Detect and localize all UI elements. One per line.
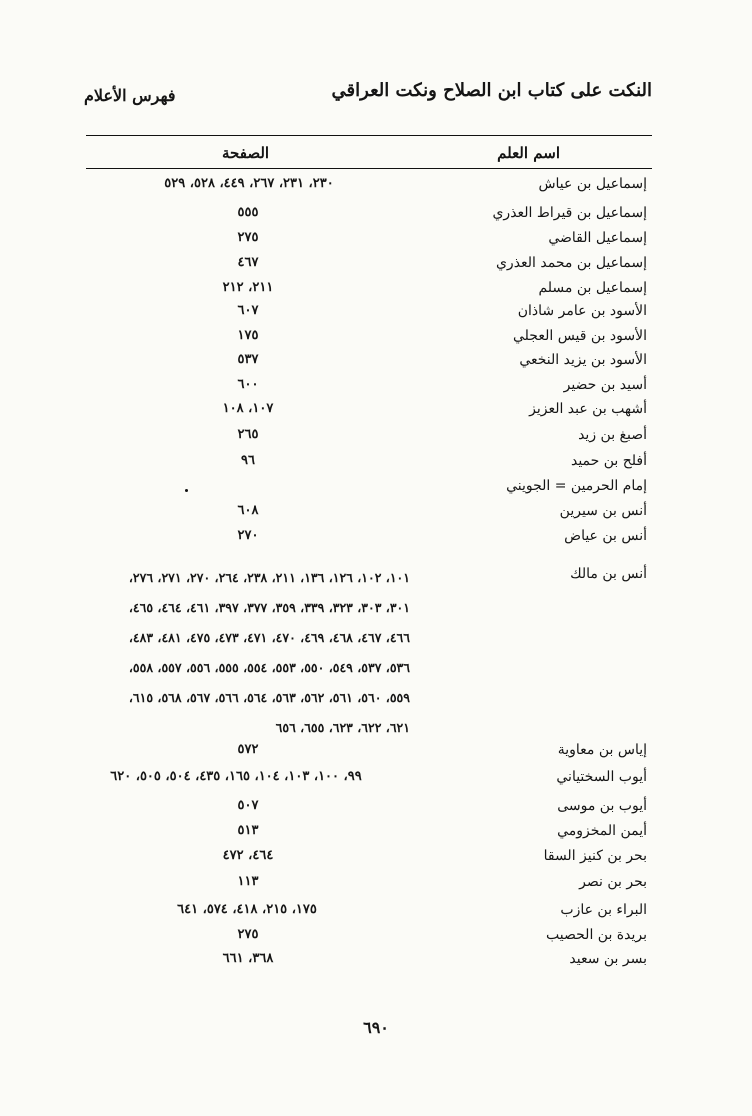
person-name: أنس بن عياض <box>564 528 647 544</box>
person-name: إمام الحرمين = الجويني <box>506 478 647 494</box>
index-row <box>0 176 752 200</box>
person-name: أشهب بن عبد العزيز <box>529 401 647 417</box>
dot-mark <box>185 489 188 492</box>
person-name: بحر بن نصر <box>579 874 647 890</box>
index-row <box>0 874 752 898</box>
page-numbers: ٥٣٧ <box>237 352 259 367</box>
person-name: أنس بن سيرين <box>559 503 647 519</box>
page-numbers: ٦٠٨ <box>237 503 259 518</box>
person-name: بحر بن كنيز السقا <box>543 848 647 864</box>
page-numbers: ٢٦٥ <box>237 427 259 442</box>
index-row <box>0 205 752 229</box>
index-row <box>0 927 752 951</box>
person-name: البراء بن عازب <box>560 902 647 918</box>
person-name: أيمن المخزومي <box>557 823 647 839</box>
page-numbers: ٢٧٥ <box>237 927 259 942</box>
page-numbers: ٥٥٥ <box>237 205 259 220</box>
index-row <box>0 503 752 527</box>
person-name: أصبغ بن زيد <box>578 427 647 443</box>
page-numbers-line: ٥٥٩، ٥٦٠، ٥٦١، ٥٦٢، ٥٦٣، ٥٦٤، ٥٦٦، ٥٦٧، ٥٦٨، ٦١٥، <box>128 690 410 705</box>
index-row <box>0 255 752 279</box>
index-row <box>0 902 752 926</box>
person-name: أنس بن مالك <box>570 566 647 582</box>
page-numbers: ٩٦ <box>241 453 255 468</box>
person-name: إسماعيل بن قيراط العذري <box>492 205 647 221</box>
running-header <box>84 80 652 110</box>
index-row <box>0 352 752 376</box>
index-row <box>0 769 752 793</box>
index-row <box>0 427 752 451</box>
page-numbers: ٥٠٧ <box>237 798 259 813</box>
person-name: أسيد بن حضير <box>563 377 647 393</box>
index-row <box>0 230 752 254</box>
book-title: النكت على كتاب ابن الصلاح ونكت العراقي <box>331 80 652 101</box>
index-row <box>0 823 752 847</box>
page-numbers: ٥٧٢ <box>237 742 259 757</box>
person-name: الأسود بن يزيد النخعي <box>519 352 647 368</box>
column-rule <box>86 168 652 169</box>
index-row <box>0 478 752 502</box>
column-header-name: اسم العلم <box>497 144 560 162</box>
person-name: أفلح بن حميد <box>570 453 647 469</box>
page-numbers: ٤٦٧ <box>237 255 259 270</box>
index-row <box>0 453 752 477</box>
column-header-page: الصفحة <box>222 144 270 162</box>
page-numbers-line: ٥٣٦، ٥٣٧، ٥٤٩، ٥٥٠، ٥٥٣، ٥٥٤، ٥٥٥، ٥٥٦، ٥٥٧، ٥٥٨، <box>128 660 410 675</box>
person-name: إياس بن معاوية <box>557 742 647 758</box>
index-row <box>0 528 752 552</box>
page-numbers: ١٠٧، ١٠٨ <box>222 401 274 416</box>
person-name: إسماعيل بن عياش <box>538 176 647 192</box>
page-numbers: ٩٩، ١٠٠، ١٠٣، ١٠٤، ١٦٥، ٤٣٥، ٥٠٤، ٥٠٥، ٦٢٠ <box>110 769 362 784</box>
header-rule <box>86 135 652 136</box>
person-name: إسماعيل القاضي <box>548 230 647 246</box>
page-numbers: ٥١٣ <box>237 823 259 838</box>
page-numbers: ٣٦٨، ٦٦١ <box>222 951 274 966</box>
person-name: أيوب السختياني <box>556 769 647 785</box>
index-row <box>0 951 752 975</box>
index-row <box>0 848 752 872</box>
page-numbers: ١٧٥ <box>237 328 259 343</box>
person-name: الأسود بن قيس العجلي <box>513 328 647 344</box>
page-numbers-line: ٤٦٦، ٤٦٧، ٤٦٨، ٤٦٩، ٤٧٠، ٤٧١، ٤٧٣، ٤٧٥، ٤٨١، ٤٨٣، <box>128 630 410 645</box>
page-numbers-line: ٣٠١، ٣٠٣، ٣٢٣، ٣٣٩، ٣٥٩، ٣٧٧، ٣٩٧، ٤٦١، ٤٦٤، ٤٦٥، <box>128 600 410 615</box>
index-row <box>0 303 752 327</box>
page-numbers-line: ١٠١، ١٠٢، ١٢٦، ١٣٦، ٢١١، ٢٣٨، ٢٦٤، ٢٧٠، ٢٧١، ٢٧٦، <box>128 570 410 585</box>
page-numbers: ٦٠٧ <box>237 303 259 318</box>
index-row <box>0 401 752 425</box>
page-numbers: ١٧٥، ٢١٥، ٤١٨، ٥٧٤، ٦٤١ <box>177 902 317 917</box>
person-name: بسر بن سعيد <box>569 951 647 967</box>
index-row <box>0 377 752 401</box>
page-numbers: ٢٧٠ <box>237 528 259 543</box>
person-name: أيوب بن موسى <box>557 798 647 814</box>
page-numbers: ٢٣٠، ٢٣١، ٢٦٧، ٤٤٩، ٥٢٨، ٥٢٩ <box>164 176 334 191</box>
person-name: بريدة بن الحصيب <box>546 927 647 943</box>
page-numbers-line: ٦٢١، ٦٢٢، ٦٢٣، ٦٥٥، ٦٥٦ <box>275 720 410 735</box>
index-row <box>0 798 752 822</box>
index-row <box>0 328 752 352</box>
person-name: إسماعيل بن مسلم <box>538 280 647 296</box>
page-numbers: ١١٣ <box>237 874 259 889</box>
person-name: إسماعيل بن محمد العذري <box>495 255 647 271</box>
index-title: فهرس الأعلام <box>84 86 176 105</box>
index-row <box>0 742 752 766</box>
page-number: ٦٩٠ <box>363 1018 389 1037</box>
page-numbers: ٢١١، ٢١٢ <box>222 280 274 295</box>
index-row <box>0 280 752 304</box>
page-numbers: ٦٠٠ <box>237 377 259 392</box>
page-numbers: ٢٧٥ <box>237 230 259 245</box>
person-name: الأسود بن عامر شاذان <box>517 303 647 319</box>
page-numbers: ٤٦٤، ٤٧٢ <box>222 848 274 863</box>
